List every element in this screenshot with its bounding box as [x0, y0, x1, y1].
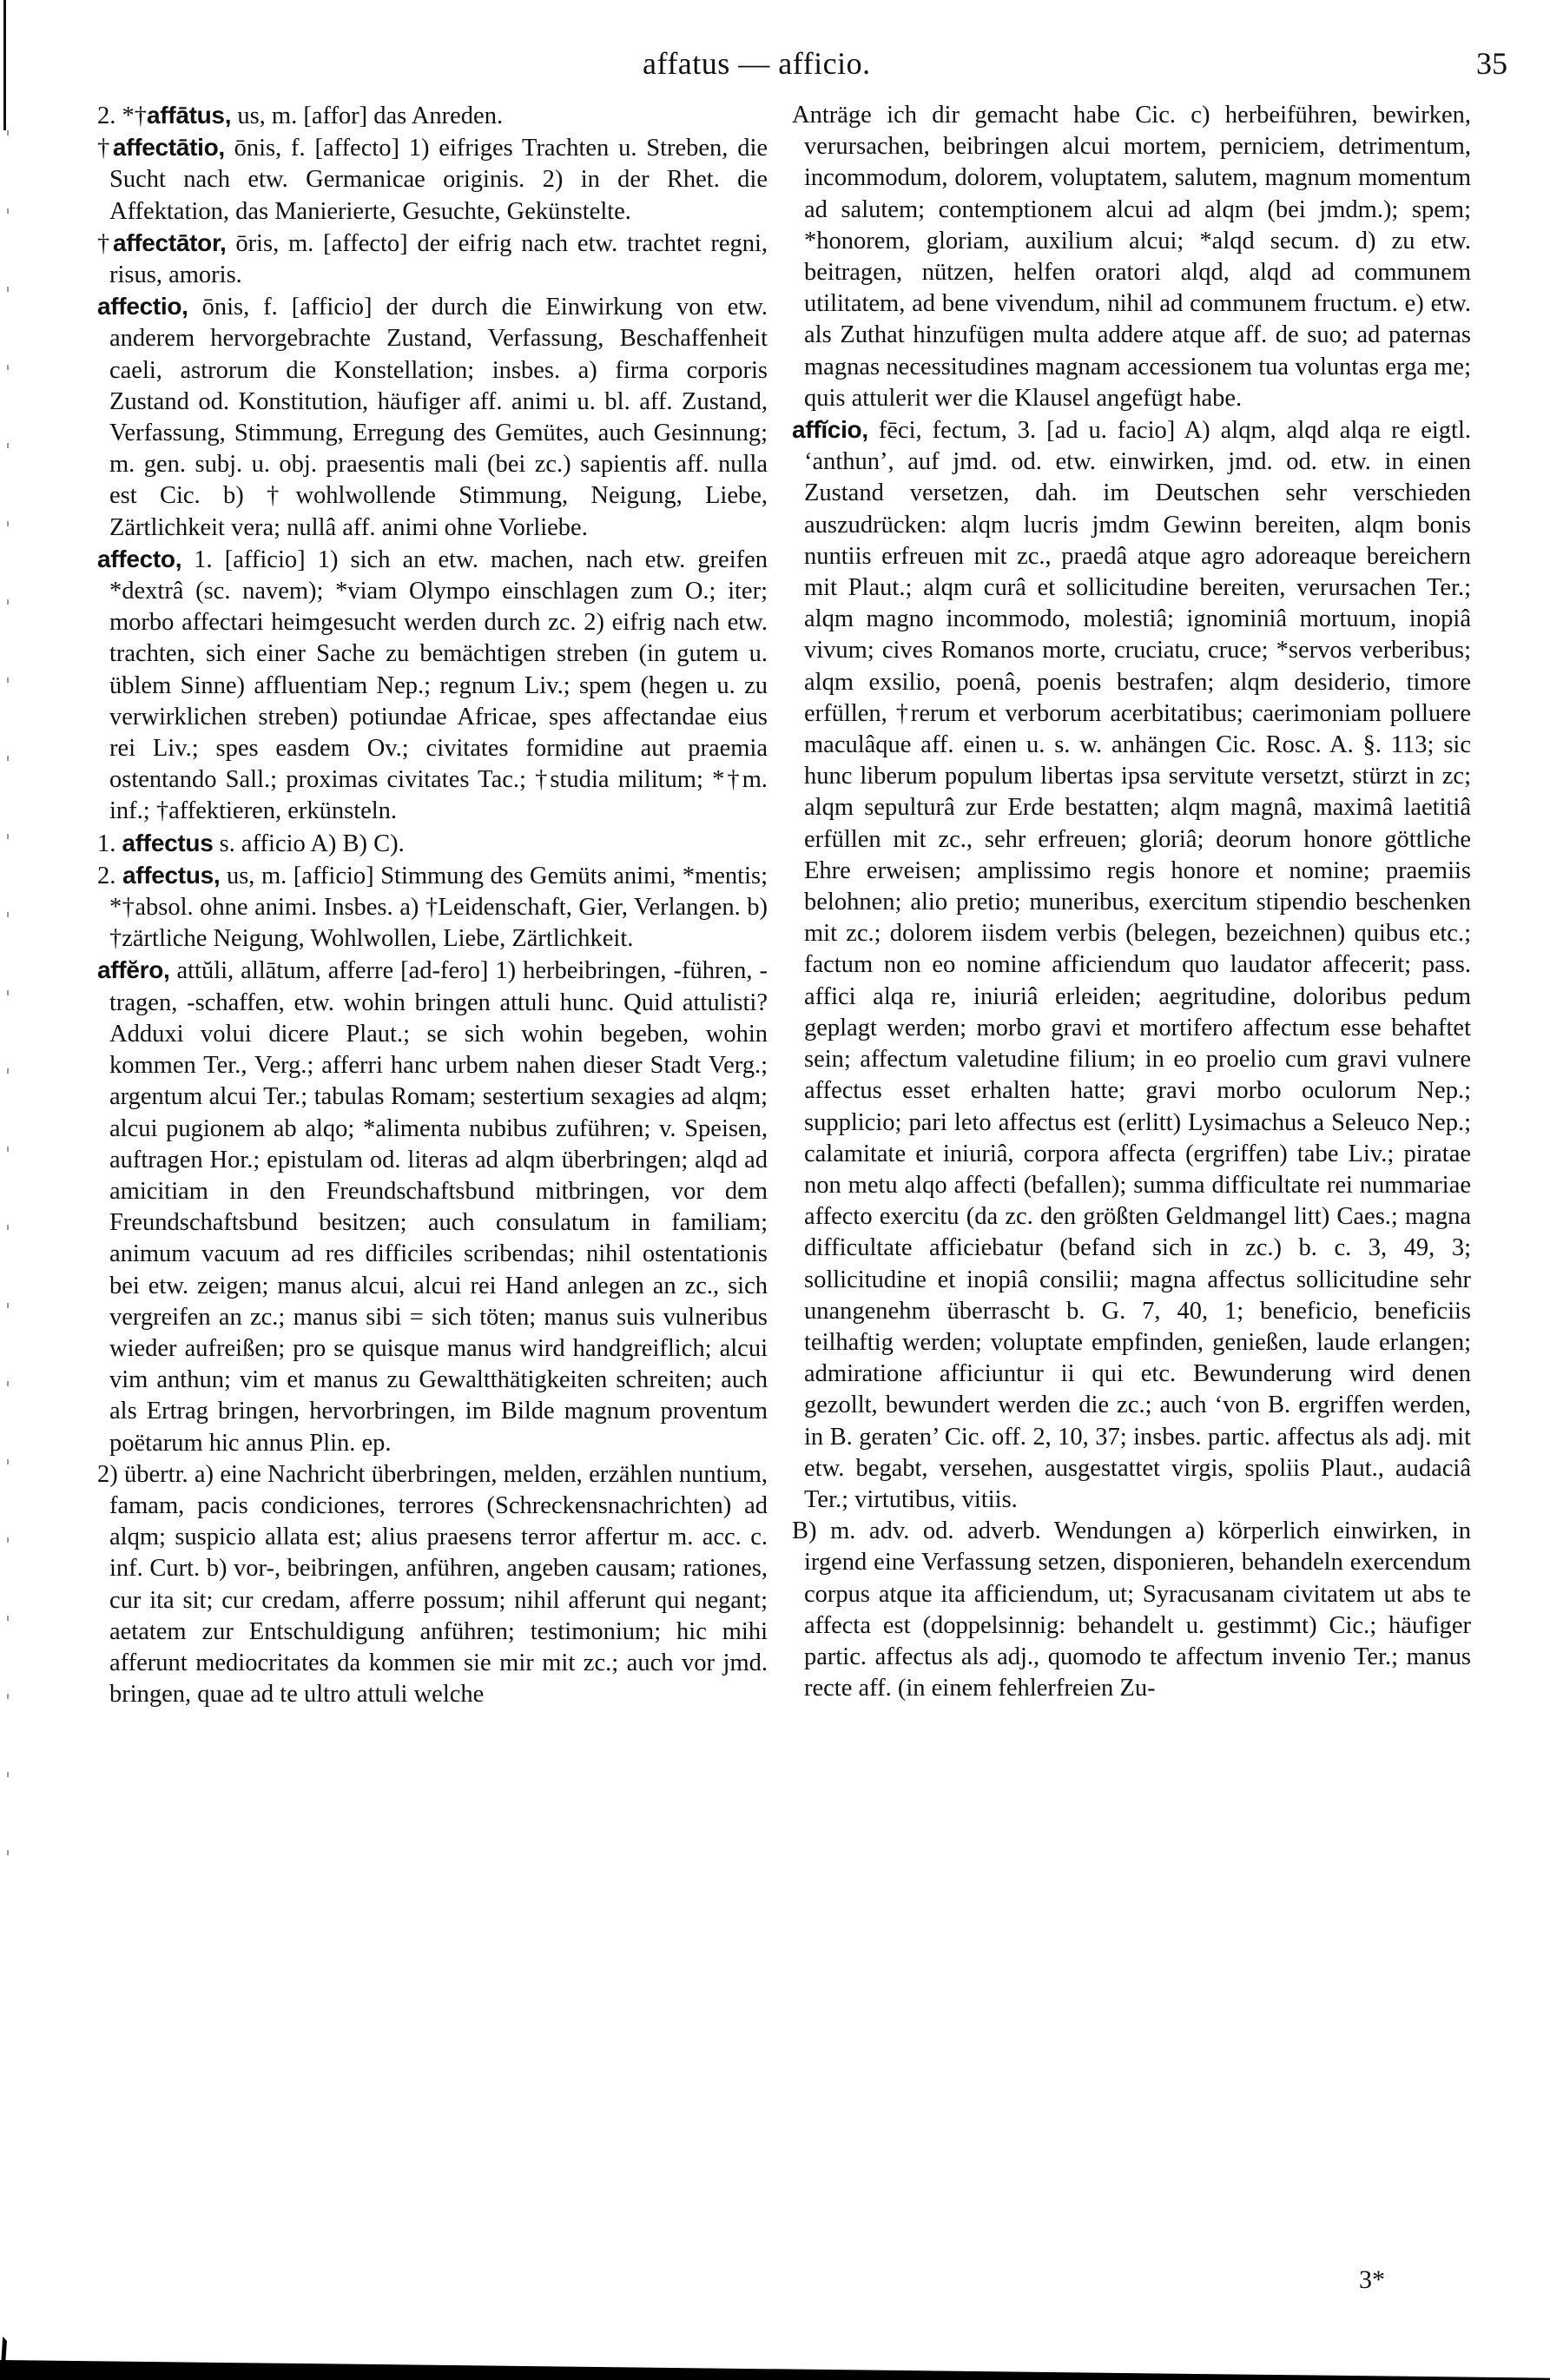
dictionary-entry-affero — [97, 955, 768, 1458]
entry-prefix: 1. — [97, 830, 122, 857]
headword: affectio, — [97, 293, 188, 321]
dictionary-entry-affatus — [97, 100, 768, 132]
running-header — [0, 45, 1550, 80]
signature-mark: 3* — [1359, 2265, 1385, 2294]
entry-definition: fēci, fectum, 3. [ad u. facio] A) alqm, alqd alqa re eigtl. ‘anthun’, auf jmd. od. etw. einwirken, jmd. od. etw. in einen Zustand versetzen, dah. im Deutschen sehr verschieden auszudrücken: alqm lucris jmdm Gewinn bereiten, alqm bonis nuntiis erfreuen mit zc., praedâ atque agro adoreaque bereichern mit Plaut.; alqm curâ et sollicitudine bereiten, verursachen Ter.; alqm magno incommodo, molestiâ; ignominiâ mortuum, inopiâ vivum; cives Romanos morte, cruciatu, cruce; *servos verberibus; alqm exsilio, poenâ, poenis bestrafen; alqm desiderio, timore erfüllen, †rerum et verborum acerbitatibus; caerimoniam polluere maculâque aff. einen u. s. w. anhängen Cic. Rosc. A. §. 113; sic hunc liberum populum libertas ipsa servitute versetzt, stürzt in zc; alqm sepulturâ zur Erde bestatten; alqm magnâ, maximâ laetitiâ erfüllen mit zc., sehr erfreuen; gloriâ; deorum honore göttliche Ehre erweisen; amplissimo regis honore et nomine; praemiis belohnen; alio pretio; muneribus, exercitum stipendio beschenken mit zc.; dolorem iisdem verbis (belegen, bezeichnen) quibus etc.; factum non eo nomine afficiendum quo laudator affecerit; pass. affici alqa re, iniuriâ erleiden; aegritudine, doloribus pedum geplagt werden; morbo gravi et mortifero affectum esse behaftet sein; affectum valetudine filium; in eo proelio cum gravi vulnere affectus esset erhalten hatte; gravi morbo oculorum Nep.; supplicio; pari leto affectus est (erlitt) Lysimachus a Seleuco Nep.; calamitate et iniuriâ, corpora affecta (ergriffen) tabe Liv.; piratae non metu alqo affecti (befallen); summa difficultate rei nummariae affecto exercitu (da zc. den größten Geldmangel litt) Caes.; magna difficultate afficiebatur (befand sich in zc.) b. c. 3, 49, 3; sollicitudine et inopiâ consilii; magna affectus sollicitudine sehr unangenehm überrascht b. G. 7, 40, 1; beneficio, beneficiis teilhaftig werden; voluptate empfinden, genießen, laude erlangen; admiratione afficiuntur ii qui etc. Bewunderung wird denen gezollt, bewundert werden die zc.; auch ‘von B. ergriffen werden, in B. geraten’ Cic. off. 2, 10, 37; insbes. partic. affectus als adj. mit etw. begabt, versehen, ausgestattet virgis, spoliis Plaut., audaciâ Ter.; virtutibus, vitiis. — [804, 417, 1471, 1513]
entry-definition: Anträge ich dir gemacht habe Cic. c) herbeiführen, bewirken, verursachen, beibringen alcui mortem, perniciem, detrimentum, incommodum, dolorem, voluptatem, salutem, magnum momentum ad salutem; contemptionem alcui ad alqm (bei jmdm.); spem; *honorem, gloriam, auxilium alcui; *alqd secum. d) zu etw. beitragen, nützen, helfen oratori alqd, alqd ad communem utilitatem, ad bene vivendum, nihil ad communem fructum. e) etw. als Zuthat hinzufügen multa addere atque aff. de suo; ad paternas magnas necessitudines magnam accessionem tua voluntas erga me; quis attulerit wer die Klausel angefügt habe. — [792, 102, 1471, 412]
dictionary-entry-affectus-2 — [97, 860, 768, 955]
dictionary-entry-afficio — [792, 414, 1471, 1516]
headword: affātus, — [147, 102, 232, 129]
entry-definition: us, m. [afficio] Stimmung des Gemüts animi, *mentis; *†absol. ohne animi. Insbes. a) †Leidenschaft, Gier, Verlangen. b) †zärtliche Neigung, Wohlwollen, Liebe, Zärtlichkeit. — [109, 862, 768, 953]
dictionary-subsense-affero-2 — [97, 1459, 768, 1711]
entry-prefix: 2. — [97, 862, 122, 889]
dictionary-entry-affectator — [97, 228, 768, 291]
page-number: 35 — [1476, 46, 1507, 81]
dictionary-entry-affectus-1 — [97, 828, 768, 860]
headword: affecto, — [97, 545, 182, 572]
entry-prefix: 2. *† — [97, 102, 147, 129]
entry-definition: m. adv. od. adverb. Wendungen a) körperlich einwirken, in irgend eine Verfassung setzen, disponieren, behandeln exercendum corpus atque ita afficiendum, ut; Syracusanam civitatem ut abs te affecta est (doppelsinnig: behandelt u. gestimmt) Cic.; häufiger partic. affectus als adj., quomodo te affectum invenio Ter.; manus recte aff. (in einem fehlerfreien Zu- — [804, 1517, 1472, 1702]
headword: affĕro, — [97, 956, 170, 984]
headword: affectātor, — [112, 228, 227, 256]
dictionary-entry-affecto — [97, 544, 768, 828]
dictionary-entry-affero-continued — [792, 100, 1471, 414]
entry-definition: 1. [afficio] 1) sich an etw. machen, nach etw. greifen *dextrâ (sc. navem); *viam Olympo einschlagen zum O.; iter; morbo affectari heimgesucht werden durch zc. 2) eifrig nach etw. trachten, sich einer Sache zu bemächtigen streben (in gutem u. üblem Sinne) affluentiam Nep.; regnum Liv.; spem (hegen u. zu verwirklichen streben) potiundae Africae, spes affectandae eius rei Liv.; spes easdem Ov.; civitates formidine aut praemia ostentando Sall.; proximas civitates Tac.; †studia militum; *†m. inf.; †affektieren, erkünsteln. — [109, 545, 768, 825]
entry-definition: us, m. [affor] das Anreden. — [237, 102, 504, 129]
right-column — [792, 100, 1471, 1704]
headword: affĭcio, — [792, 416, 868, 444]
entry-prefix: † — [97, 135, 113, 162]
dictionary-subsense-afficio-b — [792, 1516, 1471, 1704]
entry-definition: ōnis, f. [afficio] der durch die Einwirkung von etw. anderem hervorgebrachte Zustand, Verfassung, Beschaffenheit caeli, astrorum die Konstellation; insbes. a) firma corporis Zustand od. Konstitution, häufiger aff. animi u. bl. aff. Zustand, Verfassung, Stimmung, Erregung des Gemütes, auch Gesinnung; m. gen. subj. u. obj. praesentis mali (bei zc.) sapientis aff. nulla est Cic. b) †wohlwollende Stimmung, Neigung, Liebe, Zärtlichkeit vera; nullâ aff. animi ohne Vorliebe. — [109, 294, 768, 541]
running-title: affatus — afficio. — [643, 46, 871, 81]
entry-definition: s. afficio A) B) C). — [219, 830, 405, 857]
entry-definition: attŭli, allātum, afferre [ad-fero] 1) herbeibringen, -führen, -tragen, -schaffen, etw. wohin bringen attuli hunc. Quid attulisti? Adduxi volui dicere Plaut.; se sich wohin begeben, wohin kommen Ter., Verg.; afferri hanc urbem nahen dieser Stadt Verg.; argentum alcui Ter.; tabulas Romam; sestertium sexagies ad alqm; alcui pugionem ab alqo; *alimenta nubibus zuführen; v. Speisen, auftragen Hor.; epistulam od. literas ad alqm überbringen; alqd ad amicitiam in den Freundschaftsbund mitbringen, vor dem Freundschaftsbund besitzen; auch consulatum in familiam; animum vacuum ad res difficiles scribendas; nihil ostentationis bei etw. zeigen; manus alcui, alcui rei Hand anlegen an zc., sich vergreifen an zc.; manus sibi = sich töten; manus suis vulneribus wieder aufreißen; pro se quisque manus wird handgreiflich; alcui vim anthun; vim et manus zu Gewaltthätigkeiten schreiten; auch als Ertrag bringen, hervorbringen, im Bilde magnum proventum poëtarum hic annus Plin. ep. — [109, 957, 768, 1457]
headword: affectus, — [122, 861, 221, 889]
scan-margin-specks — [7, 130, 9, 1868]
entry-prefix: † — [97, 229, 113, 257]
left-column — [97, 100, 768, 1710]
entry-prefix: B) — [792, 1517, 831, 1545]
entry-definition: ōnis, f. [affecto] 1) eifriges Trachten u. Streben, die Sucht nach etw. Germanicae originis. 2) in der Rhet. die Affektation, das Manierierte, Gesuchte, Gekünstelte. — [109, 135, 768, 225]
headword: affectātio, — [112, 134, 225, 162]
entry-definition: ōris, m. [affecto] der eifrig nach etw. trachtet regni, risus, amoris. — [109, 229, 768, 289]
scan-bottom-edge — [0, 2360, 1550, 2380]
dictionary-entry-affectio — [97, 291, 768, 544]
headword: affectus — [122, 829, 214, 856]
dictionary-entry-affectatio — [97, 132, 768, 228]
entry-definition: 2) übertr. a) eine Nachricht überbringen, melden, erzählen nuntium, famam, pacis condiciones, terrores (Schreckensnachrichten) ad alqm; suspicio allata est; alius praesens terror affertur m. acc. c. inf. Curt. b) vor-, beibringen, anführen, angeben causam; rationes, cur ita sit; cur credam, afferre possum; nihil afferunt qui negant; aetatem zur Entschuldigung anführen; testimonium; hic mihi afferunt mediocritates da kommen sie mir mit zc.; auch vor jmd. bringen, quae ad te ultro attuli welche — [97, 1460, 768, 1709]
